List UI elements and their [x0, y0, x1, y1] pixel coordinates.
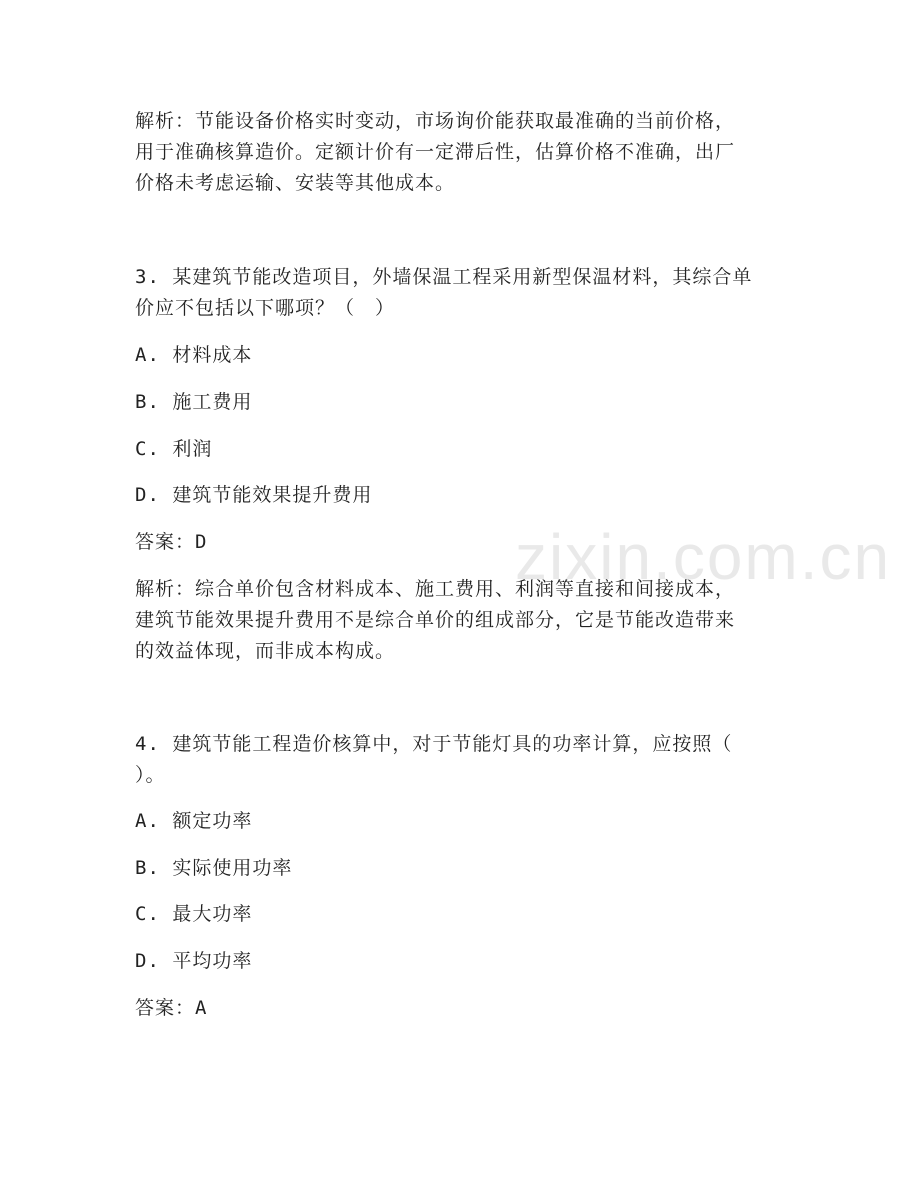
q3-answer: 答案：D: [135, 531, 208, 553]
q4-option-a: A. 额定功率: [135, 810, 253, 832]
q2-analysis: [135, 106, 785, 199]
q3-option-b: B. 施工费用: [135, 391, 253, 413]
q4-question: [135, 729, 785, 791]
q4-answer: 答案：A: [135, 997, 208, 1019]
q4-question-line: ）。: [135, 764, 166, 786]
q4-option-d: D. 平均功率: [135, 950, 253, 972]
q2-analysis-line: 用于准确核算造价。定额计价有一定滞后性，估算价格不准确，出厂: [135, 141, 736, 163]
q3-question-line: 价应不包括以下哪项？（ ）: [135, 297, 396, 319]
q3-question: [135, 262, 785, 324]
q2-analysis-line: 价格未考虑运输、安装等其他成本。: [135, 172, 456, 194]
q2-analysis-line: 解析：节能设备价格实时变动，市场询价能获取最准确的当前价格，: [135, 110, 736, 132]
q3-analysis-line: 解析：综合单价包含材料成本、施工费用、利润等直接和间接成本，: [135, 578, 736, 600]
q3-question-line: 3. 某建筑节能改造项目，外墙保温工程采用新型保温材料，其综合单: [135, 266, 753, 288]
q3-analysis-line: 的效益体现，而非成本构成。: [135, 640, 396, 662]
q3-analysis: [135, 574, 785, 667]
watermark: zixin.com.cn: [515, 521, 892, 593]
q3-option-a: A. 材料成本: [135, 344, 253, 366]
q3-option-c: C. 利润: [135, 438, 213, 460]
q4-question-line: 4. 建筑节能工程造价核算中，对于节能灯具的功率计算，应按照（: [135, 733, 733, 755]
q3-analysis-line: 建筑节能效果提升费用不是综合单价的组成部分，它是节能改造带来: [135, 609, 736, 631]
q3-option-d: D. 建筑节能效果提升费用: [135, 484, 373, 506]
q4-option-b: B. 实际使用功率: [135, 857, 293, 879]
q4-option-c: C. 最大功率: [135, 903, 253, 925]
